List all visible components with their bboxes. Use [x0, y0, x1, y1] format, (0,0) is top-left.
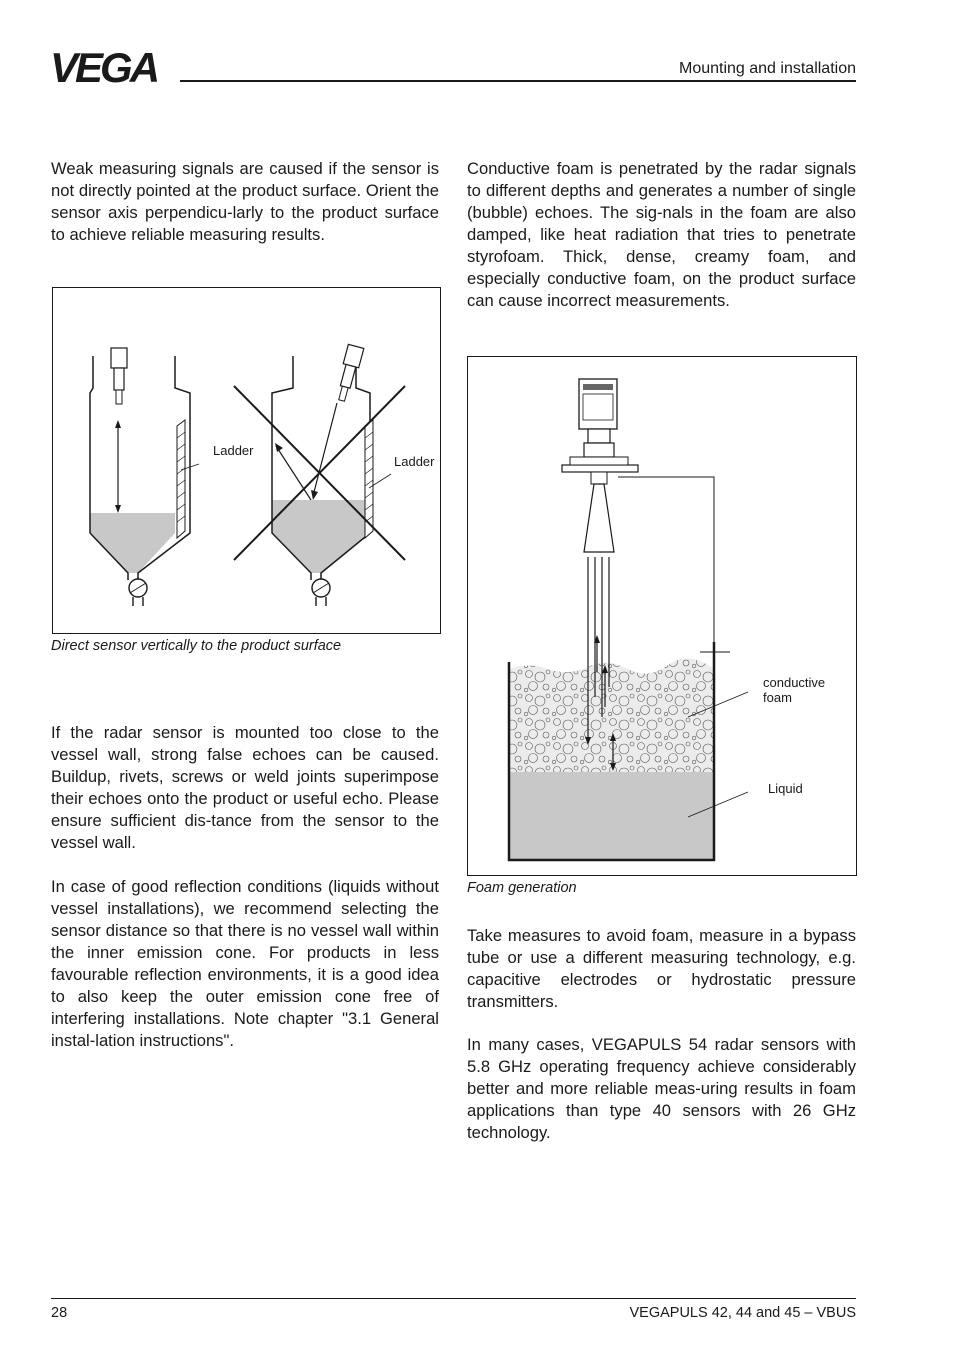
right-para-1: Conductive foam is penetrated by the radar signals to different depths and generates a number of single (bubble) echoes. The sig-nals in the foam are also damped, like heat radiation that tries to penetrate styrofoam. Thick, dense, creamy foam, and especially conductive foam, on the product surface can cause incorrect measurements.	[467, 159, 856, 310]
footer-rule	[51, 1298, 856, 1299]
right-para-2: Take measures to avoid foam, measure in a bypass tube or use a different measuring technology, e.g. capacitive electrodes or hydrostatic pressure transmitters.	[467, 926, 856, 1011]
label-foam-line-1: conductive	[763, 675, 826, 690]
label-foam-line-2: foam	[763, 690, 792, 705]
vega-logo-text: VEGA	[50, 48, 158, 88]
liquid-area	[509, 772, 714, 859]
figure-foam-generation	[467, 356, 857, 876]
label-conductive-foam	[763, 675, 825, 705]
figure-foam-drawing	[468, 357, 856, 875]
label-ladder-right: Ladder	[394, 454, 435, 469]
vessel-incorrect	[234, 344, 405, 606]
left-para-2: If the radar sensor is mounted too close to the vessel wall, strong false echoes can be caused. Buildup, rivets, screws or weld joints superimpose their echoes onto the product or useful echo. Please ensure sufficient dis-tance from the sensor to the vessel wall.	[51, 723, 439, 852]
sensor-housing-1	[111, 348, 127, 368]
page-number: 28	[51, 1305, 68, 1321]
section-title: Mounting and installation	[678, 60, 856, 77]
vega-logo	[50, 48, 172, 88]
figure2-caption: Foam generation	[467, 880, 577, 896]
figure-sensor-orientation-drawing	[53, 288, 440, 633]
figure-sensor-orientation	[52, 287, 441, 634]
left-para-1: Weak measuring signals are caused if the sensor is not directly pointed at the product surface. Orient the sensor axis perpendicu-larly to the product surface to achieve reliable measuring results.	[51, 159, 439, 244]
header-rule	[180, 80, 856, 82]
right-para-3: In many cases, VEGAPULS 54 radar sensors with 5.8 GHz operating frequency achieve considerably better and more reliable meas-uring results in foam applications than type 40 sensors with 26 GHz technology.	[467, 1035, 856, 1142]
horn-antenna	[584, 484, 614, 552]
left-para-3: In case of good reflection conditions (liquids without vessel installations), we recommend selecting the sensor distance so that there is no vessel wall within the inner emission cone. For products in less favourable reflection environments, it is a good idea to also keep the outer emission cone free of interfering installations. Note chapter "3.1 General instal-lation instructions".	[51, 877, 439, 1050]
foam-area	[509, 658, 714, 772]
label-ladder-left: Ladder	[213, 443, 254, 458]
figure1-caption: Direct sensor vertically to the product surface	[51, 638, 342, 654]
vessel-correct	[90, 348, 199, 606]
label-liquid: Liquid	[768, 781, 803, 796]
radar-sensor	[562, 379, 638, 552]
product-name: VEGAPULS 42, 44 and 45 – VBUS	[629, 1305, 856, 1321]
bypass-line	[618, 477, 714, 642]
